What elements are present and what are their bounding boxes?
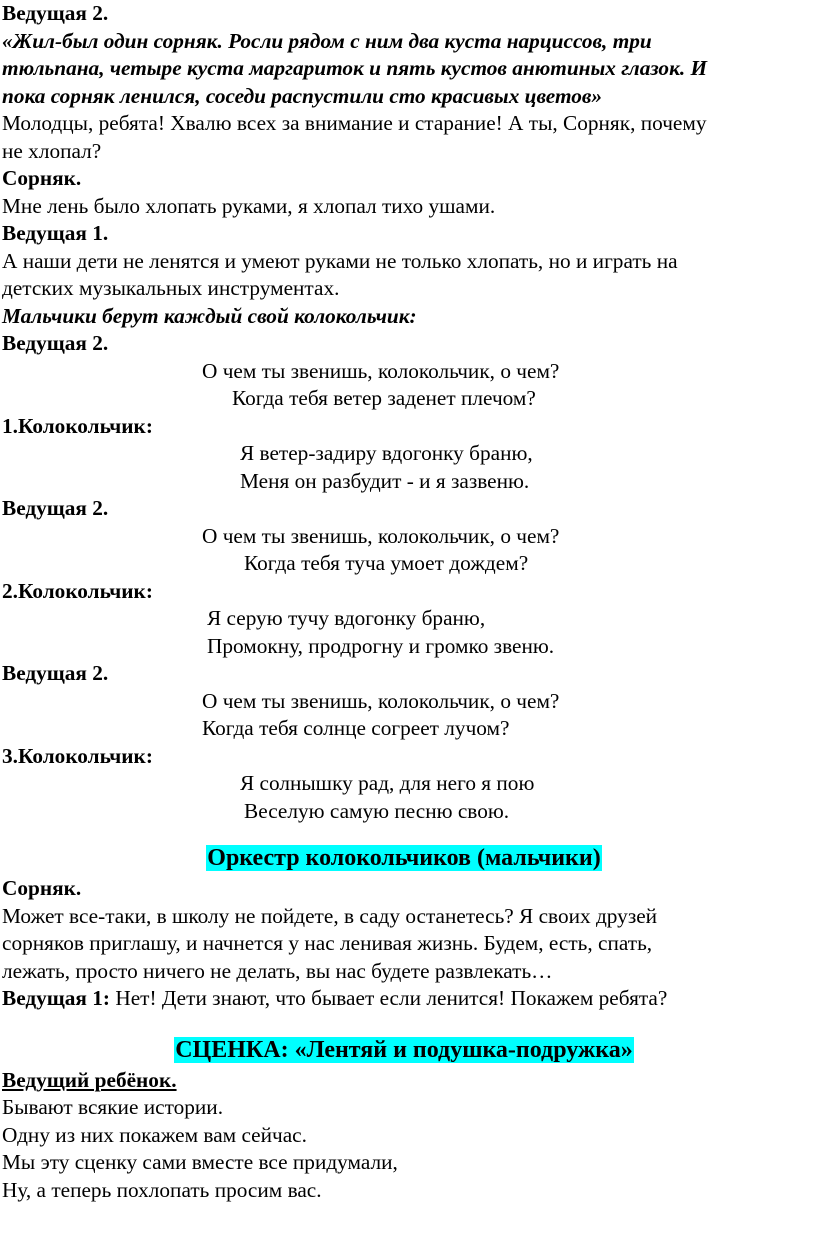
- speaker-label: Сорняк.: [2, 876, 82, 900]
- highlighted-heading-text: Оркестр колокольчиков (мальчики): [207, 845, 601, 871]
- verse-line: Я ветер-задиру вдогонку браню,: [240, 441, 533, 465]
- verse-line: Я солнышку рад, для него я пою: [240, 771, 535, 795]
- verse-line: Мы эту сценку сами вместе все придумали,: [2, 1150, 398, 1174]
- verse-line: Одну из них покажем вам сейчас.: [2, 1122, 307, 1147]
- verse-line: Когда тебя туча умоет дождем?: [244, 551, 529, 575]
- paragraph-line: сорняков приглашу, и начнется у нас ленивая жизнь. Будем, есть, спать,: [2, 931, 653, 955]
- verse-line: Ну, а теперь похлопать просим вас.: [2, 1177, 322, 1202]
- italic-quote-line: «Жил-был один сорняк. Росли рядом с ним два куста нарциссов, три: [2, 28, 652, 53]
- paragraph-line: Мне лень было хлопать руками, я хлопал тихо ушами.: [2, 193, 496, 218]
- verse-line: О чем ты звенишь, колокольчик, о чем?: [202, 688, 560, 713]
- speaker-label: 3.Колокольчик:: [2, 743, 153, 768]
- italic-quote-line: пока сорняк ленился, соседи распустили сто красивых цветов»: [2, 83, 603, 108]
- paragraph-line: [2, 985, 806, 1013]
- italic-quote-line: тюльпана, четыре куста маргариток и пять кустов анютиных глазок. И: [2, 56, 708, 80]
- verse-line: Веселую самую песню свою.: [244, 798, 510, 823]
- speaker-label: Ведущая 1:: [2, 986, 111, 1010]
- highlighted-heading-text: СЦЕНКА: «Лентяй и подушка-подружка»: [175, 1036, 633, 1063]
- speaker-text: Нет! Дети знают, что бывает если ленится! Покажем ребята?: [110, 986, 668, 1010]
- verse-line: О чем ты звенишь, колокольчик, о чем?: [202, 358, 560, 383]
- paragraph-line: Молодцы, ребята! Хвалю всех за внимание и старание! А ты, Сорняк, почему: [2, 111, 707, 135]
- stage-direction: Мальчики берут каждый свой колокольчик:: [2, 303, 417, 328]
- verse-line: Когда тебя ветер заденет плечом?: [232, 386, 536, 410]
- verse-line: Промокну, продрогну и громко звеню.: [207, 633, 555, 658]
- verse-line: О чем ты звенишь, колокольчик, о чем?: [202, 523, 560, 548]
- verse-line: Я серую тучу вдогонку браню,: [207, 606, 486, 630]
- section-heading: [2, 1035, 806, 1065]
- verse-line: Когда тебя солнце согреет лучом?: [202, 716, 510, 740]
- paragraph-line: Может все-таки, в школу не пойдете, в саду останетесь? Я своих друзей: [2, 903, 658, 928]
- underlined-speaker: Ведущий ребёнок.: [2, 1067, 177, 1092]
- verse-line: Меня он разбудит - и я зазвеню.: [240, 468, 530, 493]
- speaker-label: Ведущая 2.: [2, 496, 109, 520]
- paragraph-line: лежать, просто ничего не делать, вы нас будете развлекать…: [2, 958, 553, 983]
- speaker-label: Ведущая 2.: [2, 1, 109, 25]
- speaker-label: Ведущая 1.: [2, 221, 109, 245]
- paragraph-line: не хлопал?: [2, 138, 102, 163]
- paragraph-line: детских музыкальных инструментах.: [2, 276, 340, 300]
- speaker-label: Сорняк.: [2, 166, 82, 190]
- speaker-label: Ведущая 2.: [2, 331, 109, 355]
- speaker-label: 2.Колокольчик:: [2, 578, 153, 603]
- speaker-label: 1.Колокольчик:: [2, 413, 153, 438]
- section-heading: [2, 843, 806, 873]
- speaker-label: [2, 1067, 806, 1095]
- verse-line: Бывают всякие истории.: [2, 1095, 224, 1119]
- paragraph-line: А наши дети не ленятся и умеют руками не только хлопать, но и играть на: [2, 248, 678, 273]
- speaker-label: Ведущая 2.: [2, 661, 109, 685]
